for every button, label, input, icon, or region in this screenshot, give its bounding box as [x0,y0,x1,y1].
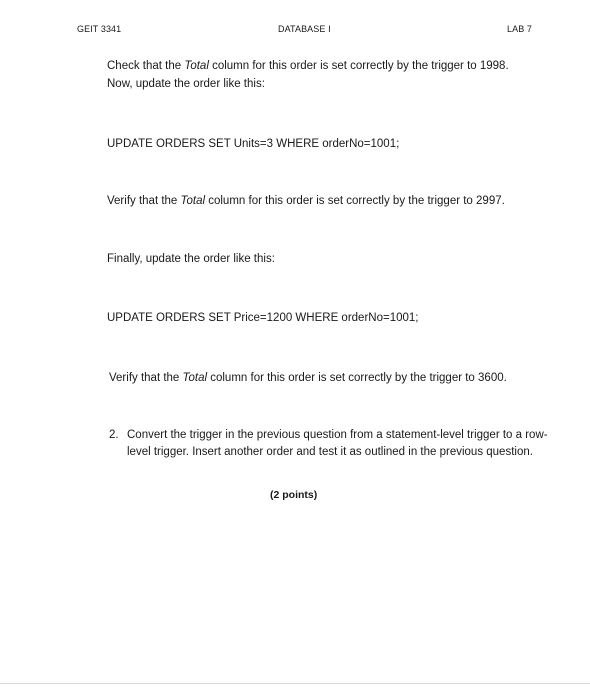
sql-update-units: UPDATE ORDERS SET Units=3 WHERE orderNo=1001; [107,138,400,150]
sql-update-price: UPDATE ORDERS SET Price=1200 WHERE orderNo=1001; [107,312,419,324]
now-update-instruction: Now, update the order like this: [107,78,265,90]
verify-total-2997: Verify that the Total column for this order is set correctly by the trigger to 2997. [107,195,505,207]
verify-total-3600: Verify that the Total column for this order is set correctly by the trigger to 3600. [109,372,507,384]
check-total-1998: Check that the Total column for this order is set correctly by the trigger to 1998. [107,60,509,72]
question-text: Convert the trigger in the previous question from a statement-level trigger to a row-level trigger. Insert another order and test it as outlined in the previous question. [127,429,548,458]
page-bottom-edge [0,683,590,684]
question-number: 2. [109,429,119,441]
finally-update-instruction: Finally, update the order like this: [107,253,275,265]
question-points: (2 points) [270,489,318,501]
header-course-code: GEIT 3341 [77,24,122,34]
header-course-title: DATABASE I [278,24,331,34]
header-lab-number: LAB 7 [507,24,533,34]
